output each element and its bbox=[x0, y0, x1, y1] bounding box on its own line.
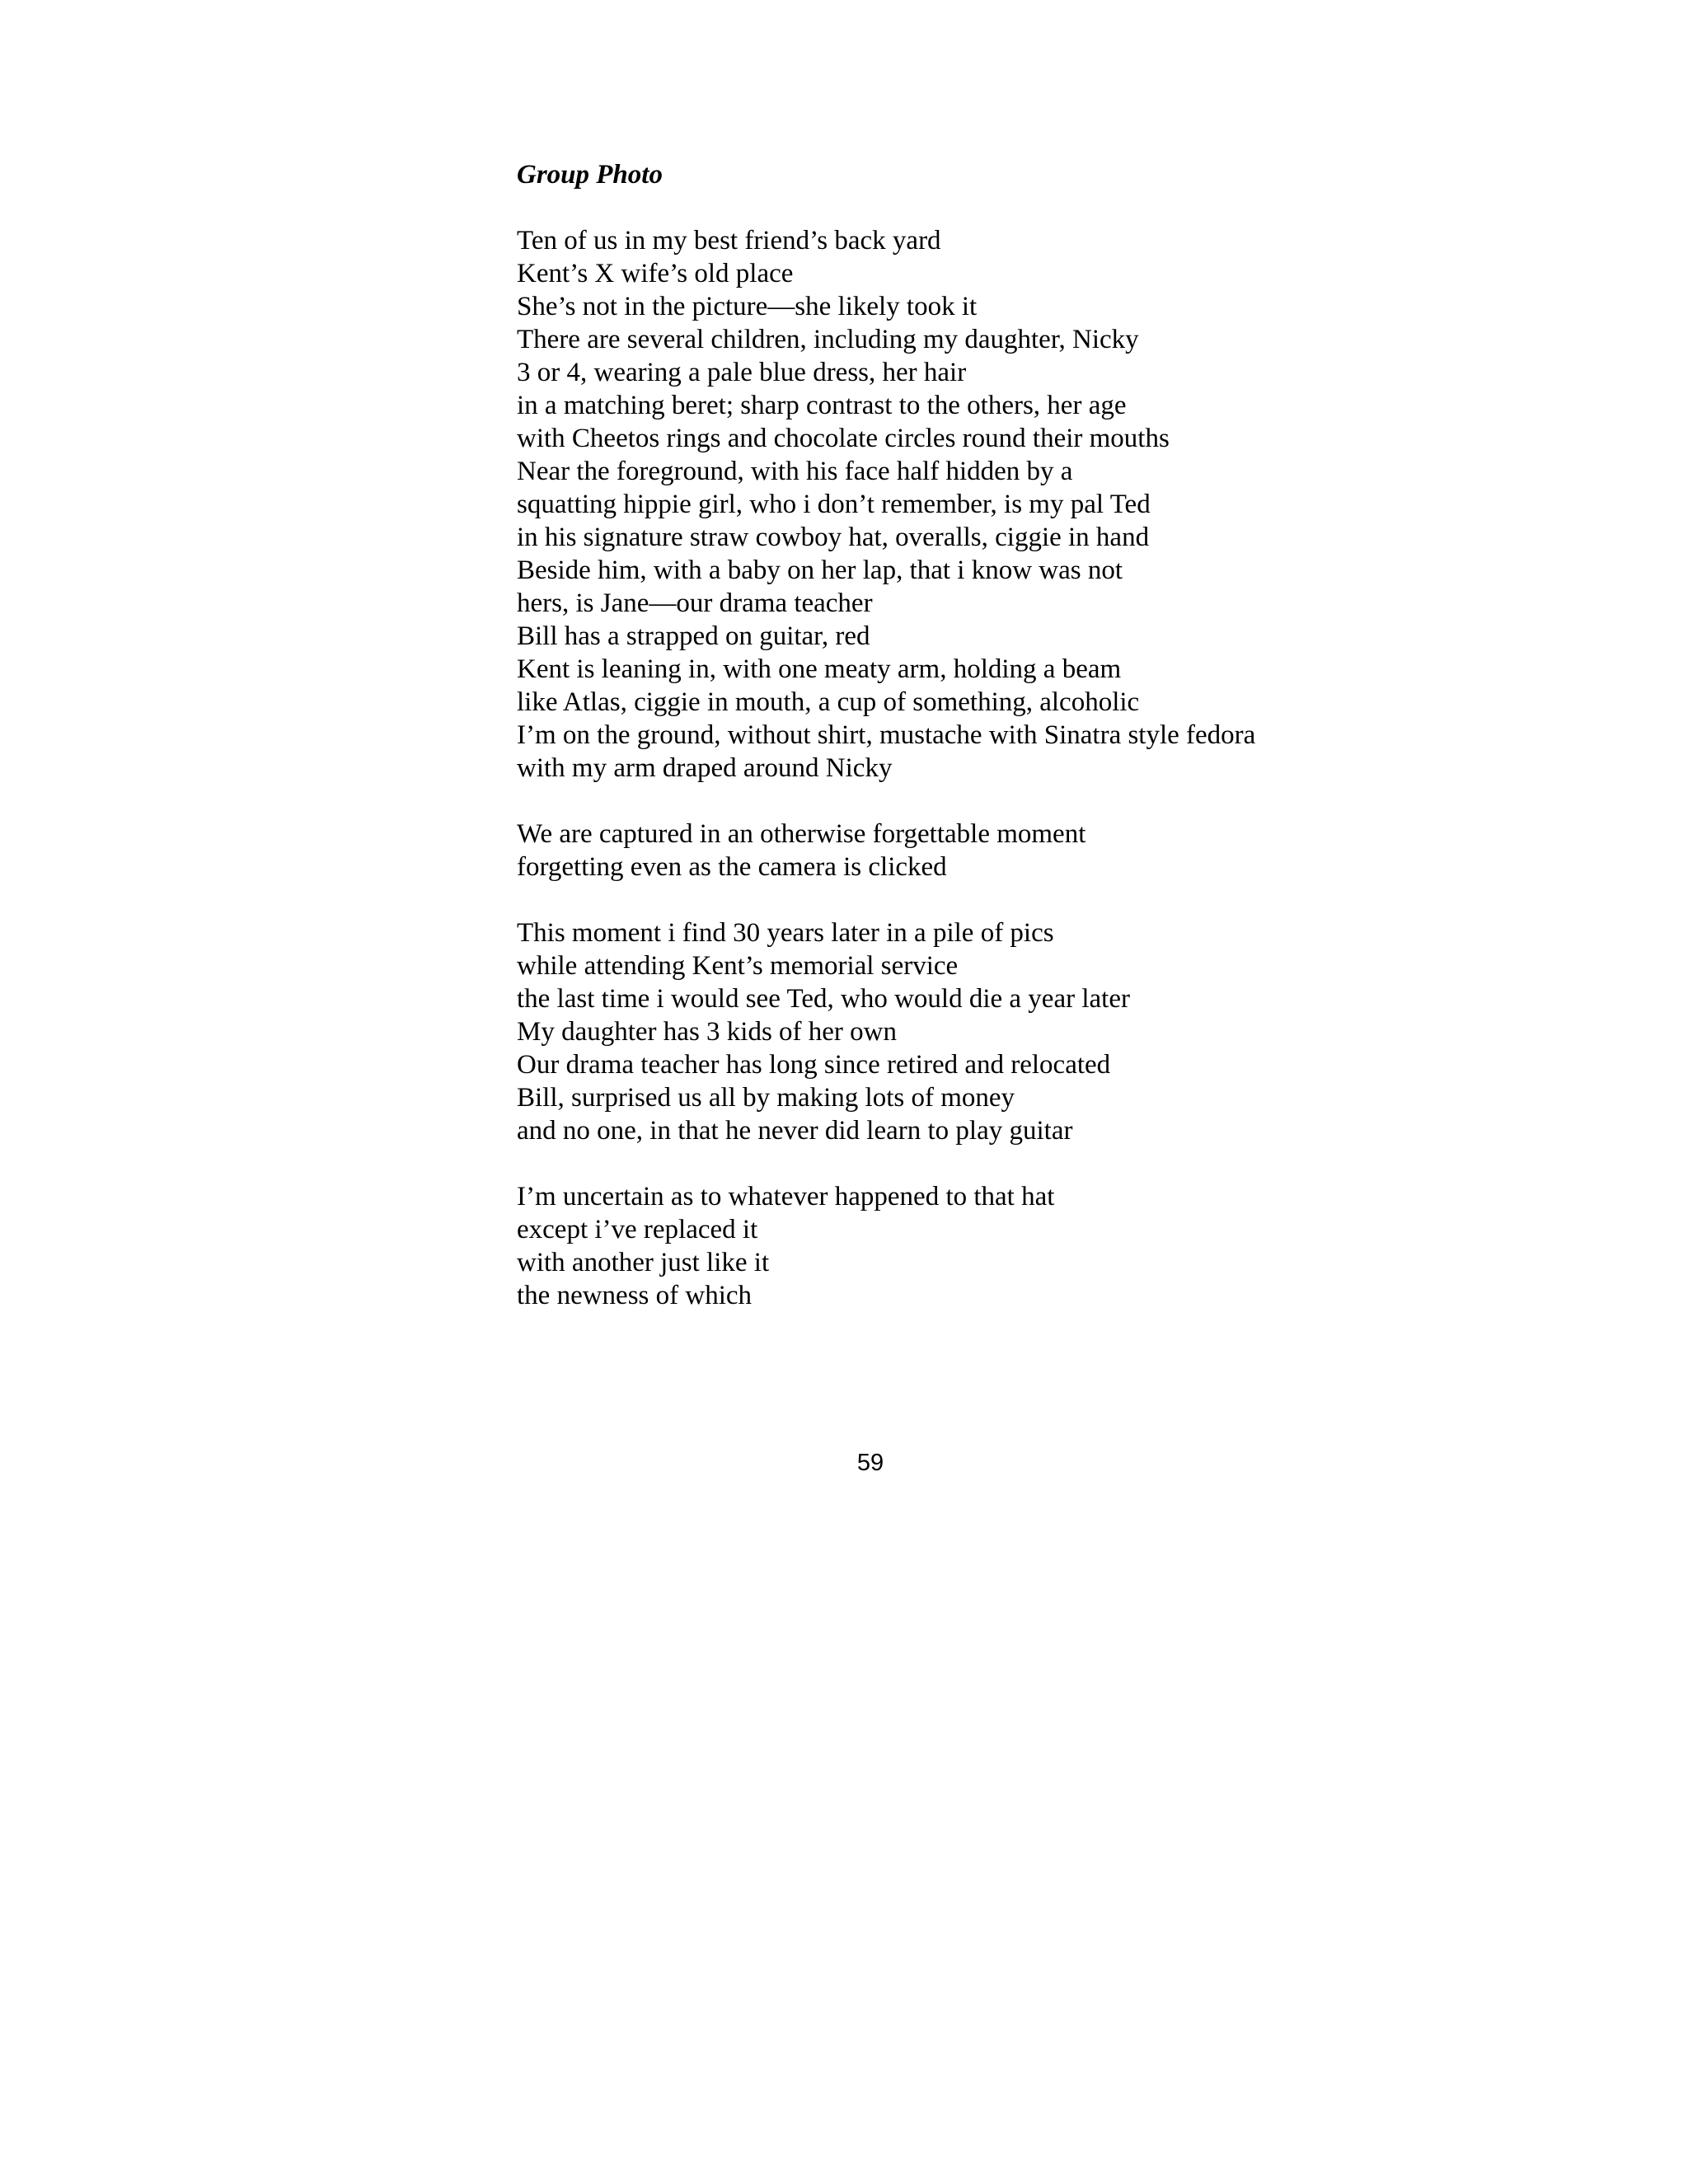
poem-line: except i’ve replaced it bbox=[517, 1215, 758, 1244]
page-number: 59 bbox=[856, 1450, 884, 1476]
poem-line: forgetting even as the camera is clicked bbox=[517, 852, 947, 882]
poem-line: Bill has a strapped on guitar, red bbox=[517, 621, 870, 651]
poem-line: We are captured in an otherwise forgettable moment bbox=[517, 819, 1086, 849]
poem-stanza bbox=[517, 818, 1506, 883]
poem-line: while attending Kent’s memorial service bbox=[517, 951, 959, 981]
poem-line: Kent’s X wife’s old place bbox=[517, 259, 794, 288]
poem-line: hers, is Jane—our drama teacher bbox=[517, 588, 873, 618]
poem-line: like Atlas, ciggie in mouth, a cup of something, alcoholic bbox=[517, 687, 1140, 717]
poem-line: with Cheetos rings and chocolate circles round their mouths bbox=[517, 424, 1170, 453]
poem-stanza bbox=[517, 1180, 1506, 1312]
poem-title: Group Photo bbox=[517, 160, 663, 190]
poem-line: in his signature straw cowboy hat, overalls, ciggie in hand bbox=[517, 523, 1150, 552]
poem-line: with another just like it bbox=[517, 1248, 770, 1277]
poem-line: Our drama teacher has long since retired and relocated bbox=[517, 1050, 1111, 1080]
poem-stanza bbox=[517, 916, 1506, 1147]
poem-line: with my arm draped around Nicky bbox=[517, 753, 893, 783]
poem-line: Beside him, with a baby on her lap, that i know was not bbox=[517, 555, 1123, 585]
poem-line: Bill, surprised us all by making lots of money bbox=[517, 1083, 1015, 1113]
poem-line: squatting hippie girl, who i don’t remember, is my pal Ted bbox=[517, 490, 1151, 519]
poem-line: Kent is leaning in, with one meaty arm, holding a beam bbox=[517, 654, 1122, 684]
poem-line: There are several children, including my daughter, Nicky bbox=[517, 325, 1139, 354]
poem-line: the last time i would see Ted, who would die a year later bbox=[517, 984, 1130, 1014]
poem-line: Ten of us in my best friend’s back yard bbox=[517, 226, 941, 255]
poem-line: I’m on the ground, without shirt, mustache with Sinatra style fedora bbox=[517, 720, 1256, 750]
poem-line: I’m uncertain as to whatever happened to that hat bbox=[517, 1182, 1055, 1212]
poem-body bbox=[517, 224, 1506, 1312]
poem-line: She’s not in the picture—she likely took it bbox=[517, 292, 978, 321]
poem-line: the newness of which bbox=[517, 1281, 753, 1310]
poem-line: 3 or 4, wearing a pale blue dress, her hair bbox=[517, 358, 967, 387]
poem-stanza bbox=[517, 224, 1506, 785]
poem-line: in a matching beret; sharp contrast to the others, her age bbox=[517, 391, 1127, 420]
poem-line: Near the foreground, with his face half hidden by a bbox=[517, 457, 1073, 486]
poem-line: and no one, in that he never did learn to play guitar bbox=[517, 1116, 1073, 1146]
poem-line: My daughter has 3 kids of her own bbox=[517, 1017, 898, 1047]
poem bbox=[517, 158, 1506, 1345]
poem-line: This moment i find 30 years later in a pile of pics bbox=[517, 918, 1054, 948]
